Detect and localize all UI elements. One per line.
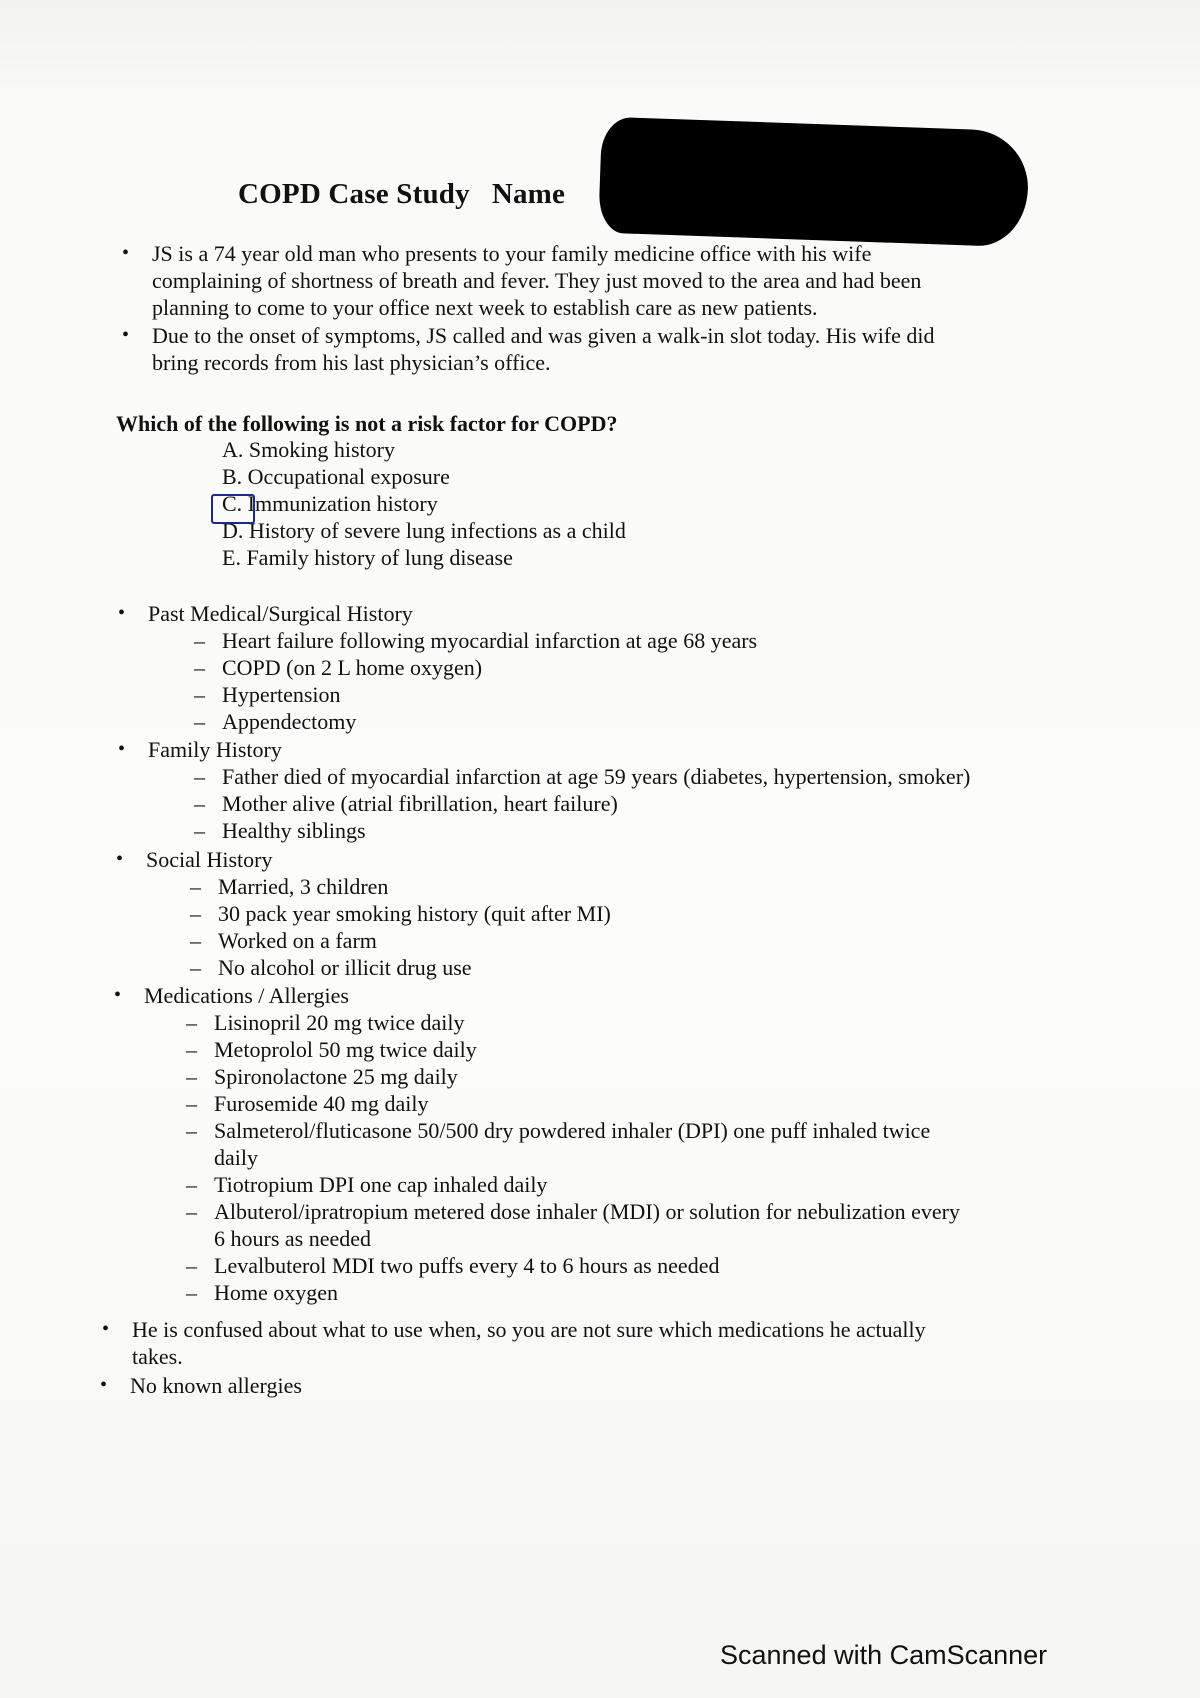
- closing-bullet-2: [130, 1372, 302, 1399]
- list-item: – Healthy siblings: [222, 817, 970, 844]
- redaction-mark: [598, 117, 1030, 248]
- section-heading: • Family History: [148, 736, 282, 763]
- section-heading: • Past Medical/Surgical History: [148, 600, 413, 627]
- intro-line: bring records from his last physician’s office.: [152, 350, 551, 375]
- answer-options: [222, 436, 626, 571]
- section-heading: • Social History: [146, 846, 273, 873]
- intro-line: planning to come to your office next week to establish care as new patients.: [152, 295, 818, 320]
- list-item-continuation: daily: [214, 1145, 258, 1170]
- section-items: [218, 873, 611, 981]
- closing-line: • He is confused about what to use when, so you are not sure which medications he actually: [132, 1317, 926, 1342]
- list-item-continuation: 6 hours as needed: [214, 1226, 372, 1251]
- list-item: – Albuterol/ipratropium metered dose inhaler (MDI) or solution for nebulization every: [214, 1198, 960, 1225]
- list-item: – Metoprolol 50 mg twice daily: [214, 1036, 960, 1063]
- list-item: – Appendectomy: [222, 708, 757, 735]
- list-item: – Spironolactone 25 mg daily: [214, 1063, 960, 1090]
- list-item: – COPD (on 2 L home oxygen): [222, 654, 757, 681]
- closing-line: • No known allergies: [130, 1373, 302, 1398]
- title-text: COPD Case Study: [238, 178, 470, 210]
- list-item: – Salmeterol/fluticasone 50/500 dry powdered inhaler (DPI) one puff inhaled twice: [214, 1117, 960, 1144]
- list-item: – Tiotropium DPI one cap inhaled daily: [214, 1171, 960, 1198]
- list-item: – Father died of myocardial infarction at age 59 years (diabetes, hypertension, smoker): [222, 763, 970, 790]
- option-c: C. Immunization history: [222, 491, 438, 516]
- option-d: D. History of severe lung infections as a child: [222, 518, 626, 543]
- list-item: – Home oxygen: [214, 1279, 960, 1306]
- list-item: – Worked on a farm: [218, 927, 611, 954]
- list-item: – Furosemide 40 mg daily: [214, 1090, 960, 1117]
- option-b: B. Occupational exposure: [222, 464, 450, 489]
- closing-bullet-1: [132, 1316, 926, 1370]
- list-item: – 30 pack year smoking history (quit after MI): [218, 900, 611, 927]
- list-item: – Levalbuterol MDI two puffs every 4 to 6 hours as needed: [214, 1252, 960, 1279]
- intro-line: complaining of shortness of breath and fever. They just moved to the area and had been: [152, 268, 922, 293]
- section-items: [222, 627, 757, 735]
- section-items: [214, 1009, 960, 1306]
- selected-answer-box: [211, 494, 255, 524]
- list-item: – Hypertension: [222, 681, 757, 708]
- section-items: [222, 763, 970, 844]
- list-item: – Mother alive (atrial fibrillation, heart failure): [222, 790, 970, 817]
- intro-line: • JS is a 74 year old man who presents to your family medicine office with his wife: [152, 241, 872, 266]
- closing-line: takes.: [132, 1344, 183, 1369]
- question-text: Which of the following is not a risk factor for COPD?: [116, 411, 618, 436]
- list-item: – Heart failure following myocardial infarction at age 68 years: [222, 627, 757, 654]
- option-a: A. Smoking history: [222, 437, 395, 462]
- document-title: [238, 178, 565, 211]
- section-heading: • Medications / Allergies: [144, 982, 349, 1009]
- list-item: – Lisinopril 20 mg twice daily: [214, 1009, 960, 1036]
- list-item: – No alcohol or illicit drug use: [218, 954, 611, 981]
- intro-bullet-2: [152, 322, 935, 376]
- scanner-watermark: Scanned with CamScanner: [720, 1640, 1048, 1670]
- name-label: Name: [491, 178, 566, 210]
- intro-line: • Due to the onset of symptoms, JS called and was given a walk-in slot today. His wife did: [152, 323, 935, 348]
- option-e: E. Family history of lung disease: [222, 545, 513, 570]
- list-item: – Married, 3 children: [218, 873, 611, 900]
- intro-bullet-1: [152, 240, 921, 321]
